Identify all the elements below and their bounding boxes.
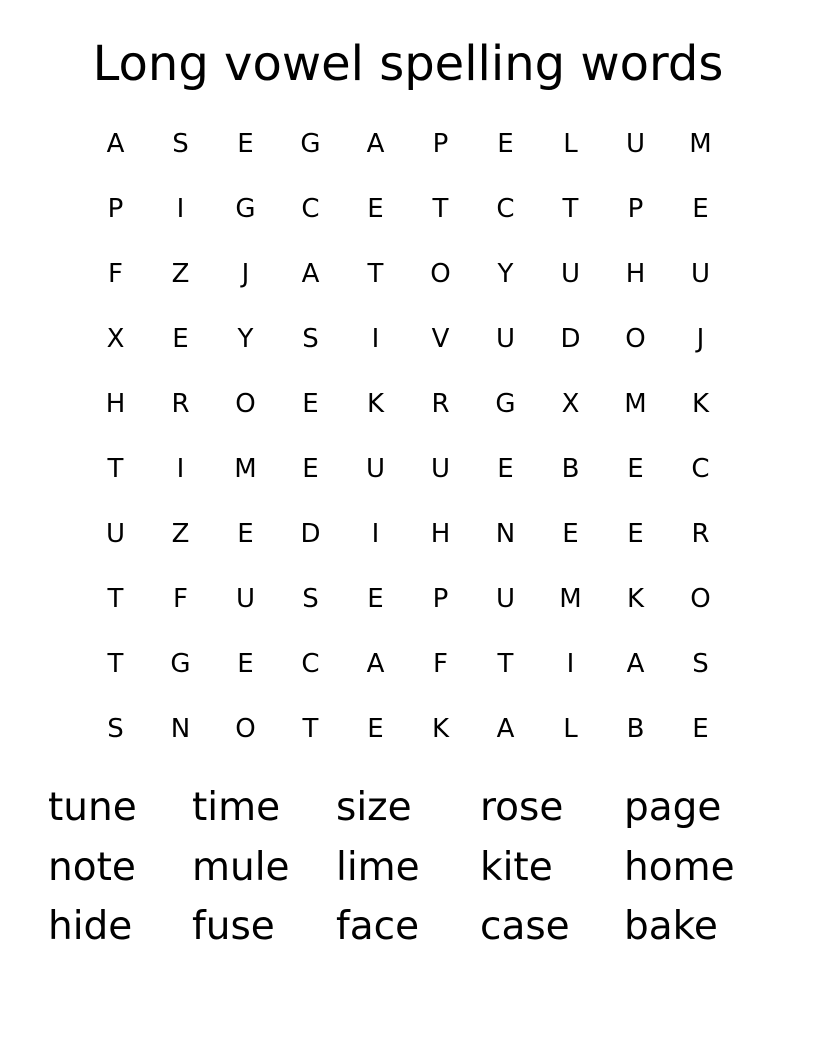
grid-letter[interactable]: U [235,584,256,614]
grid-letter[interactable]: M [689,129,712,159]
grid-letter[interactable]: E [367,714,384,744]
grid-letter[interactable]: Y [237,324,254,354]
word-item: size [336,785,412,831]
grid-letter[interactable]: T [432,194,449,224]
grid-letter[interactable]: O [625,324,646,354]
grid-row [83,437,733,502]
word-item: rose [480,785,564,831]
grid-letter[interactable]: X [561,389,580,419]
grid-row [83,372,733,437]
grid-row [83,177,733,242]
grid-letter[interactable]: O [235,389,256,419]
grid-letter[interactable]: E [497,454,514,484]
word-item: mule [192,844,290,890]
grid-letter[interactable]: T [107,649,124,679]
grid-letter[interactable]: N [495,519,516,549]
grid-letter[interactable]: S [302,584,319,614]
grid-letter[interactable]: K [691,389,710,419]
grid-letter[interactable]: K [431,714,450,744]
page-title: Long vowel spelling words [92,36,724,92]
word-item: time [192,785,281,831]
letter-grid [83,112,733,762]
grid-letter[interactable]: U [430,454,451,484]
grid-letter[interactable]: M [624,389,647,419]
grid-letter[interactable]: G [170,649,191,679]
grid-letter[interactable]: I [566,649,575,679]
grid-letter[interactable]: E [692,194,709,224]
grid-letter[interactable]: A [626,649,645,679]
grid-row [83,112,733,177]
grid-row [83,567,733,632]
grid-letter[interactable]: F [173,584,188,614]
grid-letter[interactable]: Z [171,259,190,289]
grid-letter[interactable]: E [237,129,254,159]
grid-letter[interactable]: X [106,324,125,354]
grid-letter[interactable]: U [365,454,386,484]
grid-letter[interactable]: G [300,129,321,159]
grid-row [83,242,733,307]
grid-letter[interactable]: U [690,259,711,289]
grid-letter[interactable]: J [241,259,250,289]
grid-letter[interactable]: S [692,649,709,679]
word-item: note [48,844,136,890]
grid-letter[interactable]: N [170,714,191,744]
word-item: face [336,904,420,950]
grid-letter[interactable]: D [560,324,581,354]
grid-letter[interactable]: R [431,389,450,419]
grid-letter[interactable]: P [432,129,449,159]
grid-letter[interactable]: S [172,129,189,159]
grid-letter[interactable]: E [367,194,384,224]
grid-letter[interactable]: S [302,324,319,354]
grid-letter[interactable]: C [301,649,320,679]
grid-letter[interactable]: R [691,519,710,549]
grid-letter[interactable]: E [302,454,319,484]
grid-letter[interactable]: U [495,584,516,614]
grid-letter[interactable]: H [625,259,646,289]
grid-letter[interactable]: O [235,714,256,744]
grid-letter[interactable]: U [560,259,581,289]
grid-letter[interactable]: T [107,584,124,614]
grid-letter[interactable]: B [561,454,580,484]
grid-letter[interactable]: Y [497,259,514,289]
grid-row [83,632,733,697]
grid-letter[interactable]: I [371,519,380,549]
grid-letter[interactable]: P [627,194,644,224]
grid-letter[interactable]: E [562,519,579,549]
grid-letter[interactable]: T [367,259,384,289]
grid-letter[interactable]: D [300,519,321,549]
grid-letter[interactable]: E [172,324,189,354]
word-row [48,838,768,898]
grid-letter[interactable]: C [496,194,515,224]
word-item: page [624,785,722,831]
grid-letter[interactable]: U [625,129,646,159]
word-item: case [480,904,570,950]
grid-letter[interactable]: T [107,454,124,484]
grid-letter[interactable]: I [176,454,185,484]
grid-letter[interactable]: E [237,519,254,549]
grid-letter[interactable]: K [366,389,385,419]
grid-letter[interactable]: M [559,584,582,614]
grid-letter[interactable]: F [108,259,123,289]
grid-letter[interactable]: E [302,389,319,419]
grid-letter[interactable]: O [690,584,711,614]
grid-letter[interactable]: T [562,194,579,224]
word-item: home [624,844,735,890]
word-row [48,778,768,838]
grid-letter[interactable]: A [301,259,320,289]
grid-letter[interactable]: M [234,454,257,484]
grid-letter[interactable]: U [495,324,516,354]
word-row [48,897,768,957]
grid-letter[interactable]: A [366,649,385,679]
grid-letter[interactable]: G [235,194,256,224]
grid-letter[interactable]: E [497,129,514,159]
grid-letter[interactable]: P [107,194,124,224]
grid-row [83,502,733,567]
grid-row [83,697,733,762]
grid-letter[interactable]: S [107,714,124,744]
grid-letter[interactable]: J [696,324,705,354]
grid-letter[interactable]: T [302,714,319,744]
grid-letter[interactable]: G [495,389,516,419]
grid-letter[interactable]: E [627,519,644,549]
grid-letter[interactable]: H [430,519,451,549]
grid-letter[interactable]: C [301,194,320,224]
grid-letter[interactable]: U [105,519,126,549]
grid-letter[interactable]: E [627,454,644,484]
grid-letter[interactable]: B [626,714,645,744]
word-item: tune [48,785,137,831]
grid-letter[interactable]: A [106,129,125,159]
grid-letter[interactable]: E [237,649,254,679]
grid-letter[interactable]: Z [171,519,190,549]
grid-letter[interactable]: I [176,194,185,224]
grid-letter[interactable]: H [105,389,126,419]
word-item: fuse [192,904,275,950]
grid-letter[interactable]: L [563,129,578,159]
grid-letter[interactable]: R [171,389,190,419]
word-item: lime [336,844,420,890]
grid-letter[interactable]: E [692,714,709,744]
grid-letter[interactable]: V [431,324,450,354]
grid-letter[interactable]: E [367,584,384,614]
grid-letter[interactable]: P [432,584,449,614]
grid-letter[interactable]: K [626,584,645,614]
word-item: kite [480,844,553,890]
grid-letter[interactable]: A [496,714,515,744]
grid-letter[interactable]: L [563,714,578,744]
word-item: hide [48,904,133,950]
grid-letter[interactable]: O [430,259,451,289]
grid-letter[interactable]: T [497,649,514,679]
grid-letter[interactable]: I [371,324,380,354]
grid-letter[interactable]: F [433,649,448,679]
word-list [48,778,768,957]
word-item: bake [624,904,718,950]
grid-letter[interactable]: C [691,454,710,484]
grid-row [83,307,733,372]
grid-letter[interactable]: A [366,129,385,159]
